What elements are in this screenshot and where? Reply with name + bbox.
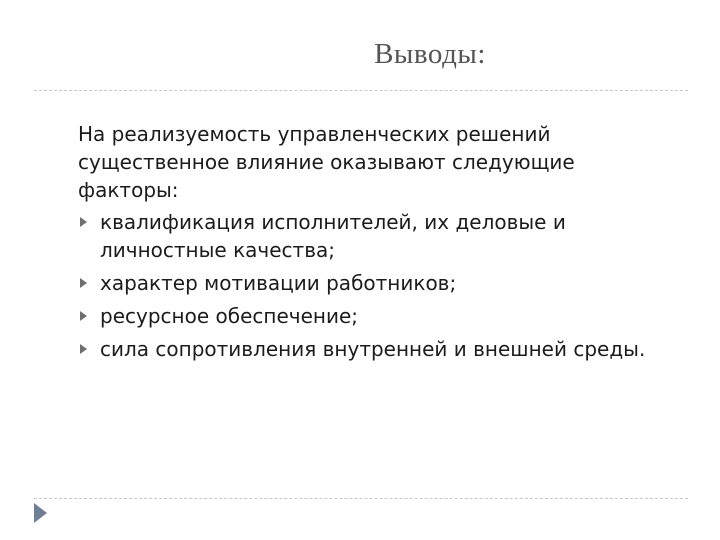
factors-list [78,208,668,363]
list-item-text: сила сопротивления внутренней и внешней среды. [100,337,646,361]
list-item-text: квалификация исполнителей, их деловые и личностные качества; [100,210,566,262]
list-item [78,208,668,264]
title-divider [34,90,688,91]
list-item-text: характер мотивации работников; [100,271,457,295]
list-item [78,302,668,330]
triangle-right-icon [80,278,87,288]
next-slide-arrow-icon[interactable] [34,503,47,523]
triangle-right-icon [80,344,87,354]
list-item [78,269,668,297]
slide-title: Выводы: [374,38,486,70]
footer-divider [34,498,688,499]
slide-content [78,120,668,363]
intro-text: На реализуемость управленческих решений существенное влияние оказывают следующие факторы: [78,122,575,202]
list-item-text: ресурсное обеспечение; [100,304,358,328]
list-item [78,335,668,363]
triangle-right-icon [80,217,87,227]
triangle-right-icon [80,311,87,321]
